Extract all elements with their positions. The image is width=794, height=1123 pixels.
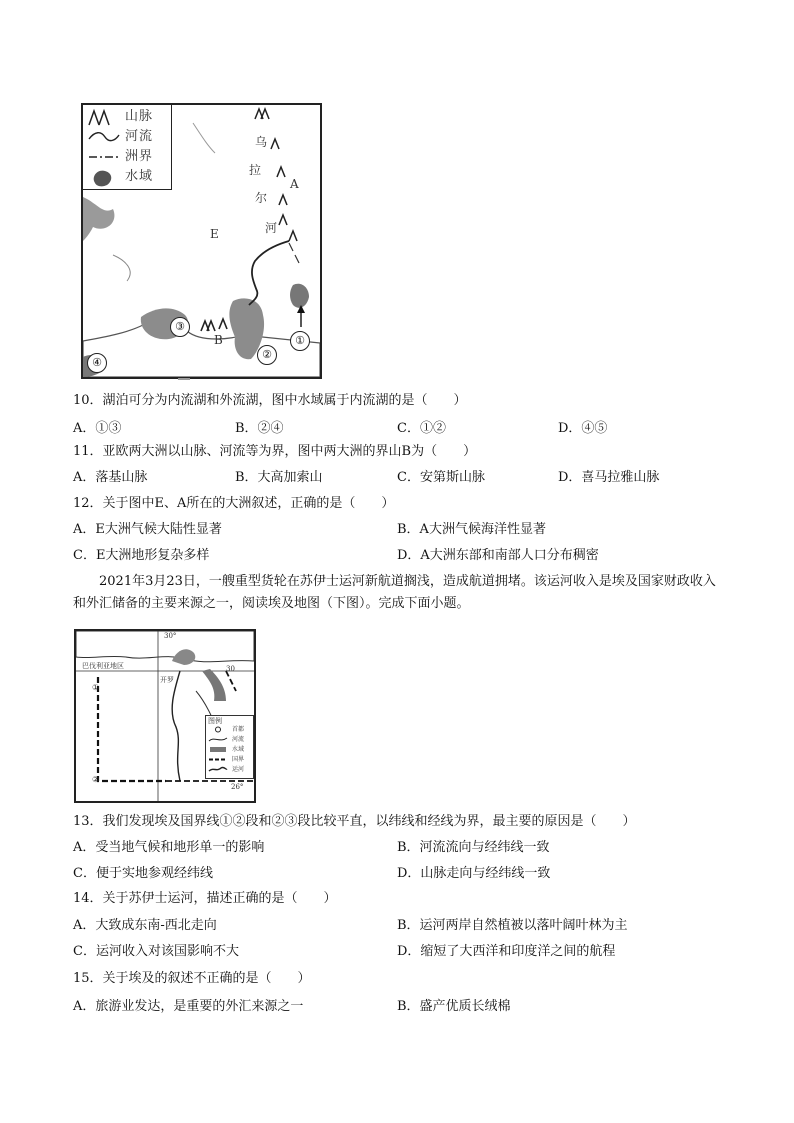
- q13-option-d[interactable]: D．山脉走向与经纬线一致: [397, 866, 551, 881]
- q12-option-c[interactable]: C．E大洲地形复杂多样: [73, 548, 210, 563]
- question-10-stem: 10．湖泊可分为内流湖和外流湖，图中水域属于内流湖的是（ ）: [73, 393, 467, 408]
- q11-option-b[interactable]: B．大高加索山: [235, 470, 323, 485]
- label-ural-3: 尔: [255, 191, 268, 205]
- nile-river: [172, 671, 180, 781]
- capital-icon: [208, 726, 228, 733]
- question-15-stem: 15．关于埃及的叙述不正确的是（ ）: [73, 971, 311, 986]
- q12-option-b[interactable]: B．A大洲气候海洋性显著: [397, 522, 546, 537]
- map1-credit-mark: [178, 378, 190, 380]
- label-e: E: [210, 227, 219, 241]
- label-a: A: [290, 177, 299, 191]
- legend2-capital: 首都: [208, 725, 252, 734]
- question-11-stem: 11．亚欧两大洲以山脉、河流等为界，图中两大洲的界山B为（ ）: [73, 444, 477, 459]
- q10-option-a[interactable]: A．①③: [73, 421, 122, 436]
- region-label: 巴伐利亚地区: [82, 662, 124, 670]
- map2-marker-1: ①: [92, 683, 100, 692]
- caucasus-mountains: [201, 319, 227, 331]
- map2-marker-2: ②: [92, 775, 100, 784]
- border-icon: [208, 756, 228, 763]
- q15-option-b[interactable]: B．盛产优质长绒棉: [397, 999, 511, 1014]
- marker-3: ③: [170, 317, 190, 337]
- water-area-icon: [208, 746, 228, 753]
- legend-row-mountain: 山脉: [87, 107, 169, 127]
- q11-option-c[interactable]: C．安第斯山脉: [397, 470, 485, 485]
- question-12-stem: 12．关于图中E、A所在的大洲叙述，正确的是（ ）: [73, 496, 395, 511]
- marker-2: ②: [257, 345, 277, 365]
- legend-row-border: 洲界: [87, 147, 169, 167]
- border-line: [98, 677, 166, 781]
- canal-icon: [208, 766, 228, 773]
- legend2-border: 国界: [208, 755, 252, 764]
- question-14-stem: 14．关于苏伊士运河，描述正确的是（ ）: [73, 891, 337, 906]
- passage-suez: 2021年3月23日，一艘重型货轮在苏伊士运河新航道搁浅，造成航道拥堵。该运河收入是埃及国家财政收入和外汇储备的主要来源之一，阅读埃及地图（下图）。完成下面小题。: [73, 574, 716, 611]
- map1-legend: [83, 105, 172, 190]
- lat-26-label: 26°: [231, 783, 244, 791]
- q10-option-d[interactable]: D．④⑤: [558, 421, 608, 436]
- q13-option-b[interactable]: B．河流流向与经纬线一致: [397, 840, 550, 855]
- q14-option-a[interactable]: A．大致成东南-西北走向: [73, 918, 217, 933]
- q11-option-d[interactable]: D．喜马拉雅山脉: [558, 470, 660, 485]
- legend2-river: 河流: [208, 735, 252, 744]
- lon-30-label: 30: [226, 665, 235, 673]
- question-13-stem: 13．我们发现埃及国界线①②段和②③段比较平直，以纬线和经线为界，最主要的原因是（ ）: [73, 814, 636, 829]
- north-sea-shape: [83, 197, 114, 241]
- q12-option-a[interactable]: A．E大洲气候大陆性显著: [73, 522, 222, 537]
- water-area-icon: [87, 167, 121, 187]
- q14-option-d[interactable]: D．缩短了大西洋和印度洋之间的航程: [397, 944, 616, 959]
- q10-option-b[interactable]: B．②④: [235, 421, 284, 436]
- label-ural-1: 乌: [255, 135, 268, 149]
- legend-row-river: 河流: [87, 127, 169, 147]
- aral-sea-shape: [290, 284, 309, 308]
- legend-row-water: 水域: [87, 167, 169, 187]
- red-sea-shape: [202, 669, 226, 701]
- river-icon: [208, 736, 228, 743]
- legend2-water: 水域: [208, 745, 252, 754]
- legend2-canal: 运河: [208, 765, 252, 774]
- marker-4: ④: [87, 353, 107, 373]
- label-ural-2: 拉: [249, 163, 262, 177]
- capital-label: 开罗: [160, 676, 174, 684]
- q13-option-c[interactable]: C．便于实地参观经纬线: [73, 866, 213, 881]
- marker-1: ①: [290, 331, 310, 351]
- label-b: B: [214, 333, 223, 347]
- lat-30-label: 30°: [164, 632, 177, 640]
- q13-option-a[interactable]: A．受当地气候和地形单一的影响: [73, 840, 265, 855]
- label-ural-4: 河: [265, 221, 278, 235]
- q12-option-d[interactable]: D．A大洲东部和南部人口分布稠密: [397, 548, 599, 563]
- ural-river: [249, 241, 289, 305]
- q15-option-a[interactable]: A．旅游业发达，是重要的外汇来源之一: [73, 999, 304, 1014]
- continent-border-icon: [87, 147, 121, 167]
- q14-option-c[interactable]: C．运河收入对该国影响不大: [73, 944, 239, 959]
- egypt-map: [74, 629, 256, 803]
- eurasia-border-map: [81, 103, 322, 379]
- river-icon: [87, 127, 121, 147]
- q10-option-c[interactable]: C．①②: [397, 421, 446, 436]
- q14-option-b[interactable]: B．运河两岸自然植被以落叶阔叶林为主: [397, 918, 628, 933]
- map2-legend-title: 图例: [208, 717, 222, 725]
- map2-legend: [205, 715, 254, 779]
- mountain-icon: [87, 107, 121, 127]
- q11-option-a[interactable]: A．落基山脉: [73, 470, 148, 485]
